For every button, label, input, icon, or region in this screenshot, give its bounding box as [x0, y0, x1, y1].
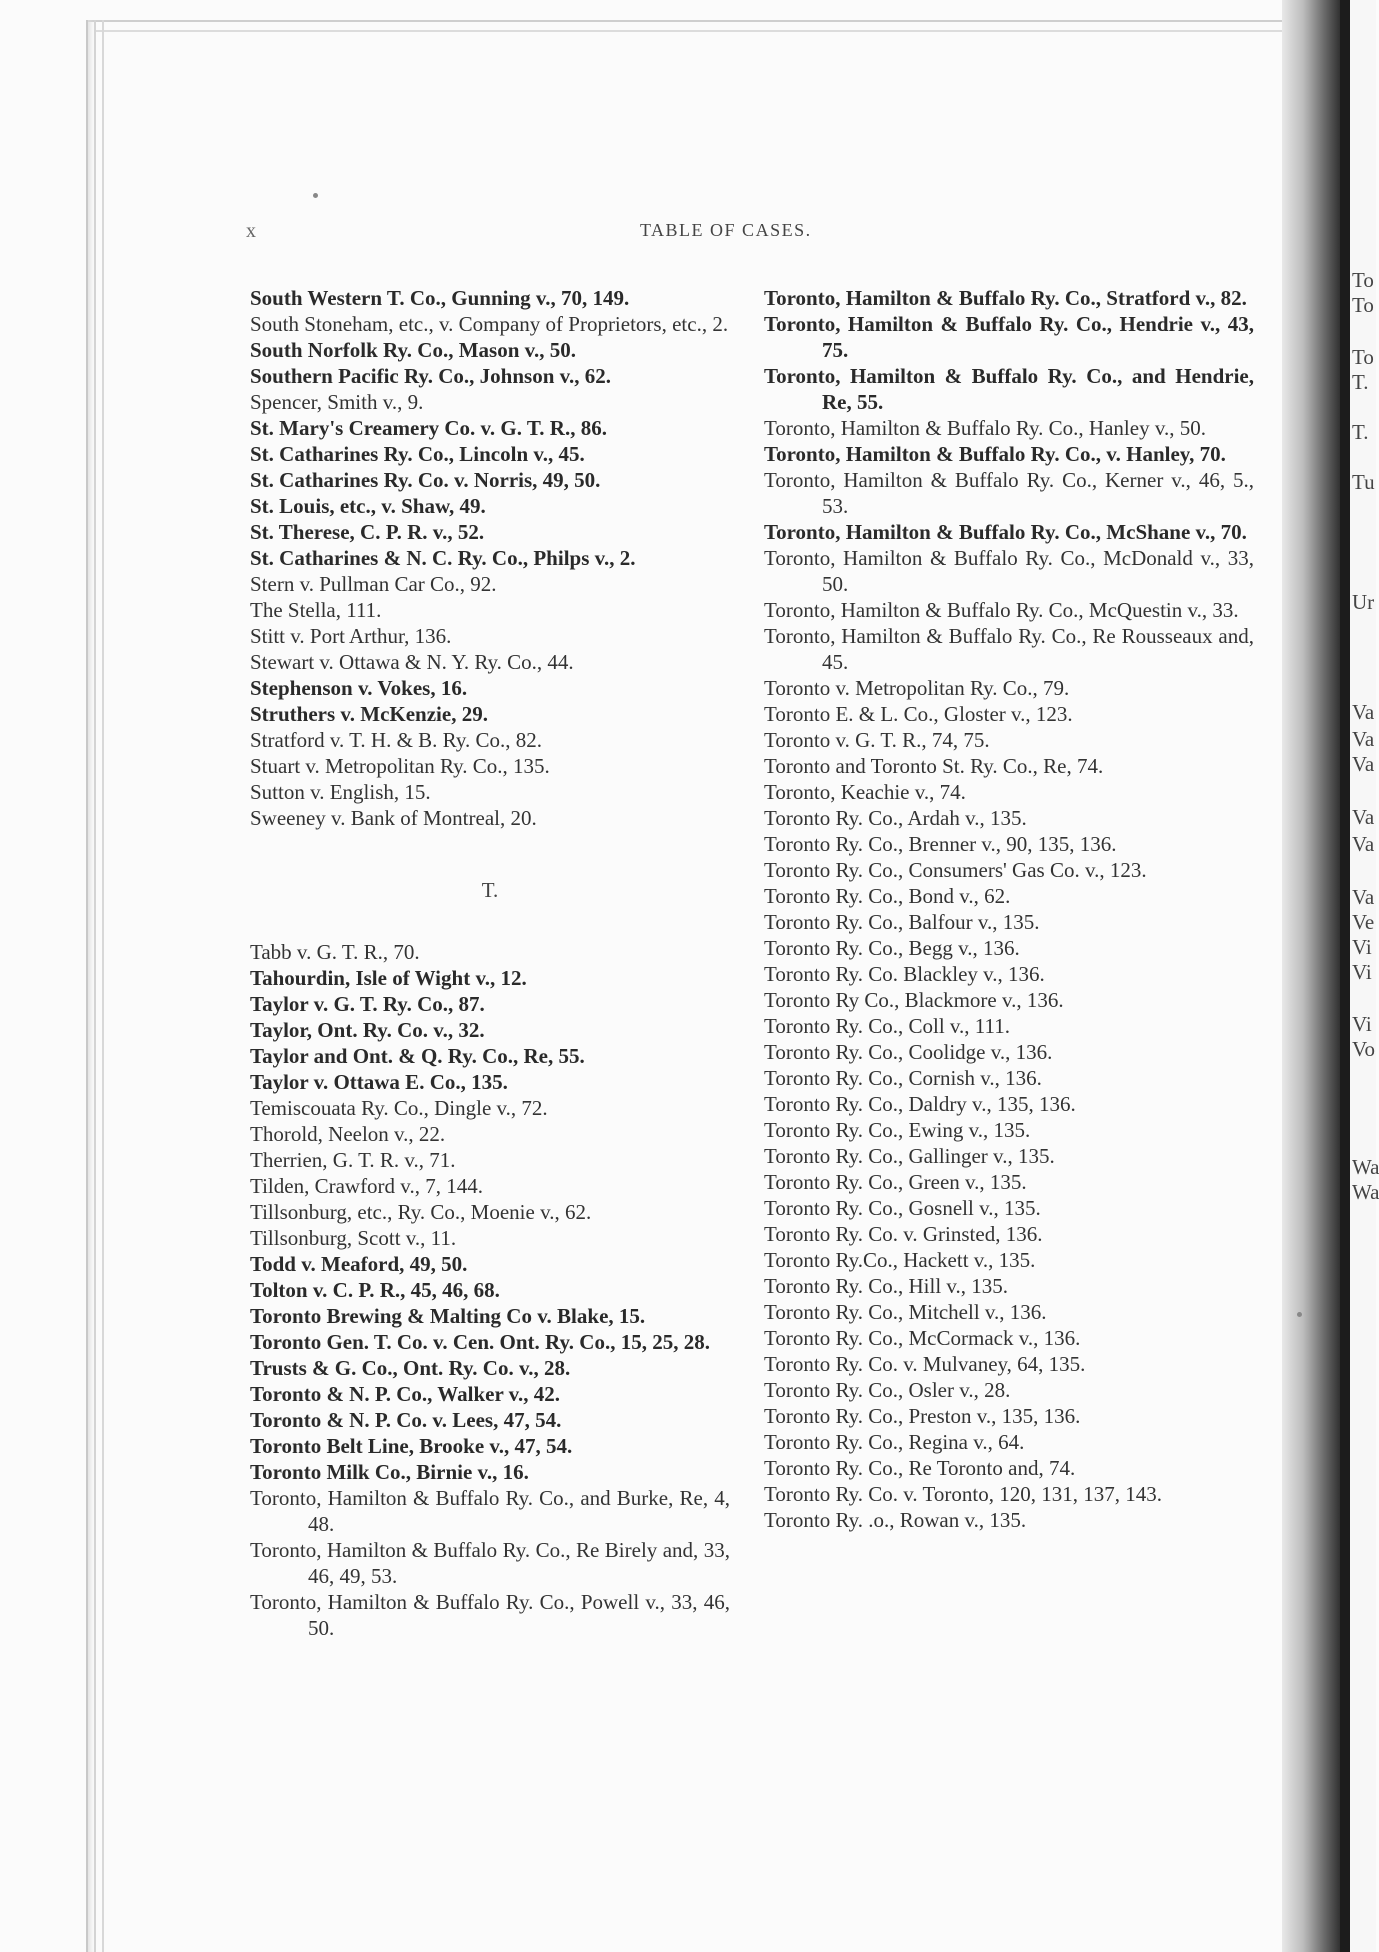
case-entry: Tillsonburg, Scott v., 11.: [250, 1226, 457, 1250]
case-entry: The Stella, 111.: [250, 598, 382, 622]
right-column: [764, 285, 1254, 1533]
facing-page-text: Va: [1352, 752, 1375, 776]
case-entry: Toronto Ry. Co., Mitchell v., 136.: [764, 1300, 1047, 1324]
case-entry: Toronto Ry. Co. v. Toronto, 120, 131, 137, 143.: [764, 1482, 1162, 1506]
right-column-entries: [764, 285, 1254, 1533]
facing-page-text: Va: [1352, 700, 1375, 724]
case-entry: Southern Pacific Ry. Co., Johnson v., 62.: [250, 364, 611, 388]
facing-page-text: Va: [1352, 832, 1375, 856]
case-entry: Toronto, Hamilton & Buffalo Ry. Co., and Hendrie, Re, 55.: [764, 364, 1254, 414]
case-entry: Toronto, Hamilton & Buffalo Ry. Co., Hendrie v., 43, 75.: [764, 312, 1254, 362]
case-entry: Stratford v. T. H. & B. Ry. Co., 82.: [250, 728, 542, 752]
case-entry: Toronto Milk Co., Birnie v., 16.: [250, 1460, 529, 1484]
facing-page-text: Va: [1352, 805, 1375, 829]
book-gutter: [1340, 0, 1350, 1952]
case-entry: Toronto, Hamilton & Buffalo Ry. Co., Stratford v., 82.: [764, 286, 1247, 310]
case-entry: St. Catharines Ry. Co., Lincoln v., 45.: [250, 442, 585, 466]
case-entry: Toronto & N. P. Co., Walker v., 42.: [250, 1382, 560, 1406]
case-entry: Toronto, Hamilton & Buffalo Ry. Co., McQuestin v., 33.: [764, 598, 1239, 622]
facing-page-text: T.: [1352, 420, 1369, 444]
case-entry: Toronto Ry. Co., Regina v., 64.: [764, 1430, 1025, 1454]
facing-page-text: Ur: [1352, 590, 1375, 614]
case-entry: Tilden, Crawford v., 7, 144.: [250, 1174, 483, 1198]
case-entry: Toronto Ry. .o., Rowan v., 135.: [764, 1508, 1027, 1532]
facing-page-text: To: [1352, 345, 1374, 369]
case-entry: Toronto Brewing & Malting Co v. Blake, 15.: [250, 1304, 646, 1328]
case-entry: St. Catharines & N. C. Ry. Co., Philps v., 2.: [250, 546, 636, 570]
case-entry: Trusts & G. Co., Ont. Ry. Co. v., 28.: [250, 1356, 571, 1380]
case-entry: Toronto, Keachie v., 74.: [764, 780, 966, 804]
case-entry: Therrien, G. T. R. v., 71.: [250, 1148, 456, 1172]
case-entry: Toronto Ry. Co., Brenner v., 90, 135, 136.: [764, 832, 1117, 856]
case-entry: Tahourdin, Isle of Wight v., 12.: [250, 966, 527, 990]
facing-page-text: Va: [1352, 885, 1375, 909]
facing-page-text: Tu: [1352, 470, 1375, 494]
page-top-edge: [86, 20, 1286, 36]
section-s-entries: [250, 285, 730, 831]
facing-page-fragment: [1350, 0, 1379, 1952]
case-entry: Thorold, Neelon v., 22.: [250, 1122, 446, 1146]
case-entry: Taylor and Ont. & Q. Ry. Co., Re, 55.: [250, 1044, 585, 1068]
facing-page-text: Wa: [1352, 1155, 1379, 1179]
case-entry: Toronto, Hamilton & Buffalo Ry. Co., and Burke, Re, 4, 48.: [250, 1486, 730, 1536]
case-entry: Stitt v. Port Arthur, 136.: [250, 624, 452, 648]
case-entry: South Stoneham, etc., v. Company of Proprietors, etc., 2.: [250, 312, 729, 336]
case-entry: Toronto Ry. Co., Begg v., 136.: [764, 936, 1020, 960]
case-entry: Toronto Ry Co., Blackmore v., 136.: [764, 988, 1064, 1012]
case-entry: Toronto Ry. Co., Cornish v., 136.: [764, 1066, 1042, 1090]
case-entry: Toronto Ry. Co. v. Mulvaney, 64, 135.: [764, 1352, 1086, 1376]
facing-page-text: Vi: [1352, 960, 1372, 984]
case-entry: Toronto Ry. Co., Coll v., 111.: [764, 1014, 1011, 1038]
facing-page-text: Va: [1352, 727, 1375, 751]
section-t-entries: [250, 939, 730, 1641]
case-entry: Toronto & N. P. Co. v. Lees, 47, 54.: [250, 1408, 562, 1432]
case-entry: Struthers v. McKenzie, 29.: [250, 702, 488, 726]
case-entry: Toronto Ry. Co. v. Grinsted, 136.: [764, 1222, 1043, 1246]
case-entry: Sutton v. English, 15.: [250, 780, 431, 804]
page-number: x: [246, 220, 256, 242]
case-entry: Toronto, Hamilton & Buffalo Ry. Co., Re Rousseaux and, 45.: [764, 624, 1254, 674]
case-entry: St. Mary's Creamery Co. v. G. T. R., 86.: [250, 416, 607, 440]
case-entry: Toronto Ry. Co., Green v., 135.: [764, 1170, 1027, 1194]
case-entry: Toronto Ry. Co., Coolidge v., 136.: [764, 1040, 1053, 1064]
case-entry: Toronto Ry. Co. Blackley v., 136.: [764, 962, 1045, 986]
case-entry: Toronto Ry. Co., Balfour v., 135.: [764, 910, 1040, 934]
facing-page-text: Vo: [1352, 1037, 1375, 1061]
case-entry: Toronto Ry. Co., Re Toronto and, 74.: [764, 1456, 1076, 1480]
case-entry: Stewart v. Ottawa & N. Y. Ry. Co., 44.: [250, 650, 574, 674]
page-header: [246, 220, 1246, 250]
case-entry: Toronto and Toronto St. Ry. Co., Re, 74.: [764, 754, 1104, 778]
book-spine-shadow: [1282, 0, 1342, 1952]
case-entry: Taylor v. G. T. Ry. Co., 87.: [250, 992, 485, 1016]
case-entry: Toronto v. G. T. R., 74, 75.: [764, 728, 990, 752]
case-entry: Toronto Ry. Co., Ewing v., 135.: [764, 1118, 1031, 1142]
case-entry: Stuart v. Metropolitan Ry. Co., 135.: [250, 754, 550, 778]
case-entry: Toronto, Hamilton & Buffalo Ry. Co., Powell v., 33, 46, 50.: [250, 1590, 730, 1640]
left-column: [250, 285, 730, 1641]
case-entry: Stephenson v. Vokes, 16.: [250, 676, 468, 700]
case-entry: Toronto Ry. Co., Ardah v., 135.: [764, 806, 1027, 830]
running-head-title: TABLE OF CASES.: [640, 220, 812, 240]
case-entry: Tabb v. G. T. R., 70.: [250, 940, 420, 964]
case-entry: South Norfolk Ry. Co., Mason v., 50.: [250, 338, 576, 362]
case-entry: Toronto Ry. Co., Gallinger v., 135.: [764, 1144, 1055, 1168]
case-entry: Toronto E. & L. Co., Gloster v., 123.: [764, 702, 1073, 726]
case-entry: St. Therese, C. P. R. v., 52.: [250, 520, 485, 544]
case-entry: Taylor v. Ottawa E. Co., 135.: [250, 1070, 508, 1094]
case-entry: St. Catharines Ry. Co. v. Norris, 49, 50.: [250, 468, 601, 492]
dust-speck: [1297, 1312, 1302, 1317]
facing-page-text: Wa: [1352, 1180, 1379, 1204]
case-entry: Tolton v. C. P. R., 45, 46, 68.: [250, 1278, 500, 1302]
case-entry: Toronto Ry. Co., Gosnell v., 135.: [764, 1196, 1041, 1220]
case-entry: Spencer, Smith v., 9.: [250, 390, 424, 414]
case-entry: Sweeney v. Bank of Montreal, 20.: [250, 806, 537, 830]
case-entry: Toronto, Hamilton & Buffalo Ry. Co., Kerner v., 46, 5., 53.: [764, 468, 1254, 518]
case-entry: Toronto Ry.Co., Hackett v., 135.: [764, 1248, 1036, 1272]
facing-page-text: Vi: [1352, 1012, 1372, 1036]
case-entry: Taylor, Ont. Ry. Co. v., 32.: [250, 1018, 485, 1042]
case-entry: Toronto Ry. Co., Consumers' Gas Co. v., 123.: [764, 858, 1147, 882]
case-entry: Toronto Ry. Co., Bond v., 62.: [764, 884, 1011, 908]
facing-page-text: To: [1352, 293, 1374, 317]
facing-page-text: Ve: [1352, 910, 1375, 934]
case-entry: Toronto Gen. T. Co. v. Cen. Ont. Ry. Co., 15, 25, 28.: [250, 1330, 710, 1354]
facing-page-text: Vi: [1352, 935, 1372, 959]
case-entry: Todd v. Meaford, 49, 50.: [250, 1252, 468, 1276]
case-entry: Temiscouata Ry. Co., Dingle v., 72.: [250, 1096, 548, 1120]
stacked-page-edges: [86, 20, 110, 1952]
case-entry: Toronto Ry. Co., McCormack v., 136.: [764, 1326, 1081, 1350]
case-entry: South Western T. Co., Gunning v., 70, 149.: [250, 286, 630, 310]
case-entry: Tillsonburg, etc., Ry. Co., Moenie v., 62.: [250, 1200, 592, 1224]
case-entry: Toronto v. Metropolitan Ry. Co., 79.: [764, 676, 1070, 700]
case-entry: Toronto, Hamilton & Buffalo Ry. Co., McShane v., 70.: [764, 520, 1247, 544]
facing-page-text: To: [1352, 268, 1374, 292]
case-entry: Toronto, Hamilton & Buffalo Ry. Co., Re Birely and, 33, 46, 49, 53.: [250, 1538, 730, 1588]
section-letter-t: T.: [481, 878, 499, 902]
case-entry: Toronto Ry. Co., Osler v., 28.: [764, 1378, 1011, 1402]
case-entry: Stern v. Pullman Car Co., 92.: [250, 572, 497, 596]
case-entry: Toronto Belt Line, Brooke v., 47, 54.: [250, 1434, 573, 1458]
dust-speck: [313, 193, 318, 198]
facing-page-text: T.: [1352, 370, 1369, 394]
case-entry: Toronto Ry. Co., Daldry v., 135, 136.: [764, 1092, 1076, 1116]
case-entry: Toronto Ry. Co., Hill v., 135.: [764, 1274, 1009, 1298]
case-entry: Toronto, Hamilton & Buffalo Ry. Co., Hanley v., 50.: [764, 416, 1206, 440]
case-entry: Toronto, Hamilton & Buffalo Ry. Co., McDonald v., 33, 50.: [764, 546, 1254, 596]
case-entry: St. Louis, etc., v. Shaw, 49.: [250, 494, 486, 518]
case-entry: Toronto Ry. Co., Preston v., 135, 136.: [764, 1404, 1081, 1428]
case-entry: Toronto, Hamilton & Buffalo Ry. Co., v. Hanley, 70.: [764, 442, 1226, 466]
